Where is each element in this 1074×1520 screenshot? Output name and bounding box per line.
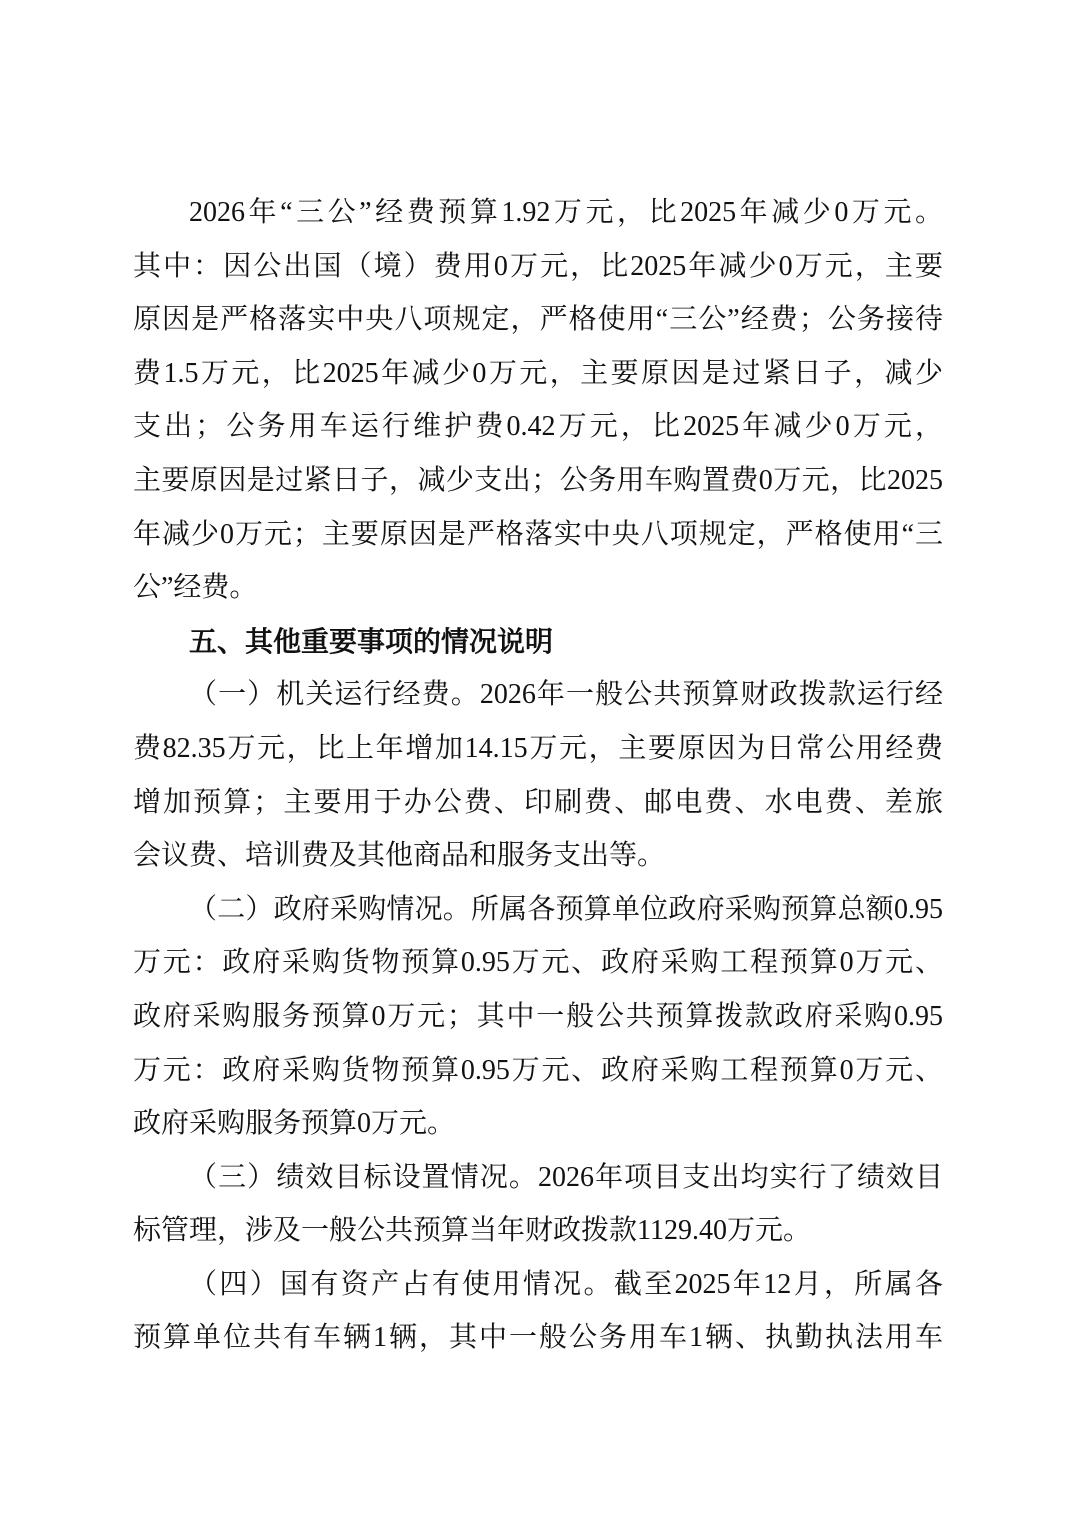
text-line: 万元：政府采购货物预算0.95万元、政府采购工程预算0万元、 — [133, 1054, 943, 1086]
text-line: （四）国有资产占有使用情况。截至2025年12月，所属各 — [189, 1268, 943, 1300]
text-line: 主要原因是过紧日子，减少支出；公务用车购置费0万元，比2025 — [133, 464, 943, 496]
paragraph — [133, 883, 943, 1151]
text-line: 政府采购服务预算0万元。 — [133, 1108, 456, 1140]
text-line: 年减少0万元；主要原因是严格落实中央八项规定，严格使用“三 — [133, 518, 943, 550]
text-line: 万元：政府采购货物预算0.95万元、政府采购工程预算0万元、 — [133, 947, 943, 979]
text-line: 标管理，涉及一般公共预算当年财政拨款1129.40万元。 — [133, 1215, 811, 1247]
text-line: 支出；公务用车运行维护费0.42万元，比2025年减少0万元， — [133, 411, 943, 443]
document-page — [133, 186, 943, 1365]
paragraph — [133, 186, 943, 615]
text-line: 公”经费。 — [133, 572, 258, 604]
paragraph — [133, 1258, 943, 1365]
text-line: 五、其他重要事项的情况说明 — [189, 624, 554, 658]
text-line: （一）机关运行经费。2026年一般公共预算财政拨款运行经 — [189, 679, 943, 711]
text-line: （三）绩效目标设置情况。2026年项目支出均实行了绩效目 — [189, 1161, 943, 1193]
text-line: 预算单位共有车辆1辆，其中一般公务用车1辆、执勤执法用车 — [133, 1322, 943, 1354]
text-line: 增加预算；主要用于办公费、印刷费、邮电费、水电费、差旅 — [133, 786, 943, 818]
text-line: 2026年“三公”经费预算1.92万元，比2025年减少0万元。 — [189, 197, 943, 228]
text-line: 原因是严格落实中央八项规定，严格使用“三公”经费；公务接待 — [133, 304, 943, 336]
text-line: 政府采购服务预算0万元；其中一般公共预算拨款政府采购0.95 — [133, 1000, 943, 1032]
text-line: 其中：因公出国（境）费用0万元，比2025年减少0万元，主要 — [133, 250, 943, 282]
text-line: 费1.5万元，比2025年减少0万元，主要原因是过紧日子，减少 — [133, 357, 943, 389]
section-heading — [133, 615, 943, 669]
paragraph — [133, 668, 943, 882]
text-line: 会议费、培训费及其他商品和服务支出等。 — [133, 840, 666, 872]
text-line: （二）政府采购情况。所属各预算单位政府采购预算总额0.95 — [189, 893, 943, 925]
text-line: 费82.35万元，比上年增加14.15万元，主要原因为日常公用经费 — [133, 732, 943, 764]
paragraph — [133, 1151, 943, 1258]
